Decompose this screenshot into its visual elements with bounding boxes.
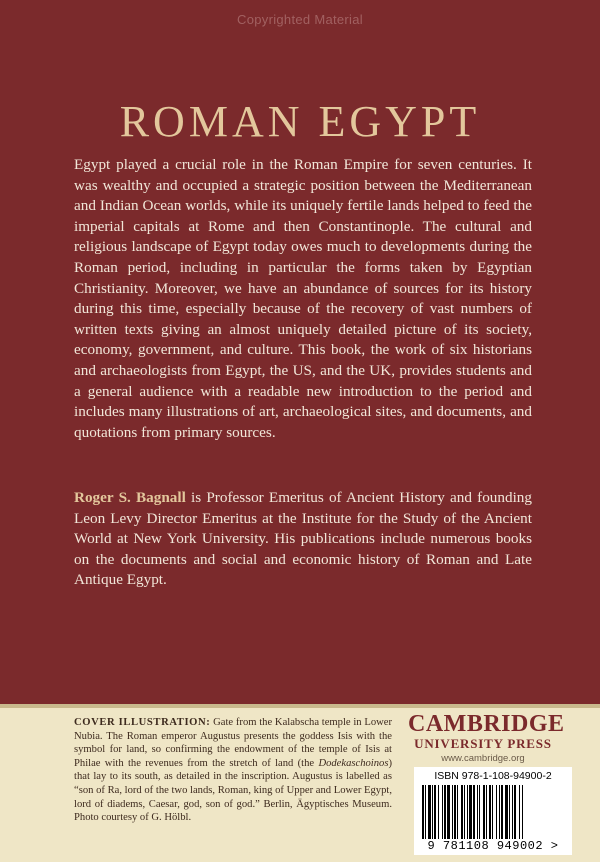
cover-illustration-heading: COVER ILLUSTRATION: bbox=[74, 717, 211, 728]
book-title: ROMAN EGYPT bbox=[119, 97, 481, 146]
cover-illustration-credit bbox=[74, 716, 392, 825]
barcode-digits: 9 781108 949002 > bbox=[427, 839, 559, 853]
publisher-url: www.cambridge.org bbox=[441, 753, 525, 764]
author-name: Roger S. Bagnall bbox=[74, 489, 186, 506]
barcode bbox=[414, 767, 572, 855]
cover-illustration-italic: Dodekaschoinos bbox=[318, 757, 389, 769]
watermark: Copyrighted Material bbox=[237, 12, 363, 27]
author-bio bbox=[74, 488, 532, 591]
publisher-name: CAMBRIDGE bbox=[408, 711, 565, 737]
publisher-subname: UNIVERSITY PRESS bbox=[414, 736, 552, 751]
book-blurb: Egypt played a crucial role in the Roman Empire for seven centuries. It was wealthy and occupied a strategic position between the Mediterranean and Indian Ocean worlds, while its uniquely fertile lands helped to feed the imperial capitals at Rome and then Constantinople. The cultural and religious landscape of Egypt today owes much to developments during the Roman period, including in particular the forms taken by Egyptian Christianity. Moreover, we have an abundance of sources for its history during this time, especially because of the recovery of vast numbers of written texts giving an almost uniquely detailed picture of its society, economy, government, and culture. This book, the work of six historians and archaeologists from Egypt, the US, and the UK, provides students and a general audience with a readable new introduction to the period and includes many illustrations of art, archaeological sites, and documents, and quotations from primary sources. bbox=[74, 156, 532, 441]
publisher-logo bbox=[408, 711, 565, 766]
author-bio-text: is Professor Emeritus of Ancient History and founding Leon Levy Director Emeritus at the Institute for the Study of the Ancient World at New York University. His publications include numerous books on the documents and social and economic history of Roman and Late Antique Egypt. bbox=[74, 489, 532, 589]
cover-illustration-text-1: Gate from the Kalabscha temple in Lower Nubia. The Roman emperor Augustus presents the goddess Isis with the symbol for land, so confirming the endowment of the temple of Isis at Philae with the revenues from the stretch of land (the bbox=[74, 717, 392, 769]
isbn-text: ISBN 978-1-108-94900-2 bbox=[434, 770, 552, 782]
cover-illustration-text-2: ) that lay to its south, as detailed in the inscription. Augustus is labelled as “son of Ra, lord of the two lands, Roman, king of Upper and Lower Egypt, lord of diadems, Caesar, god, son of god.” Berlin, Ägyptisches Museum. Photo courtesy of G. Hölbl. bbox=[74, 757, 392, 824]
barcode-icon bbox=[422, 785, 564, 839]
